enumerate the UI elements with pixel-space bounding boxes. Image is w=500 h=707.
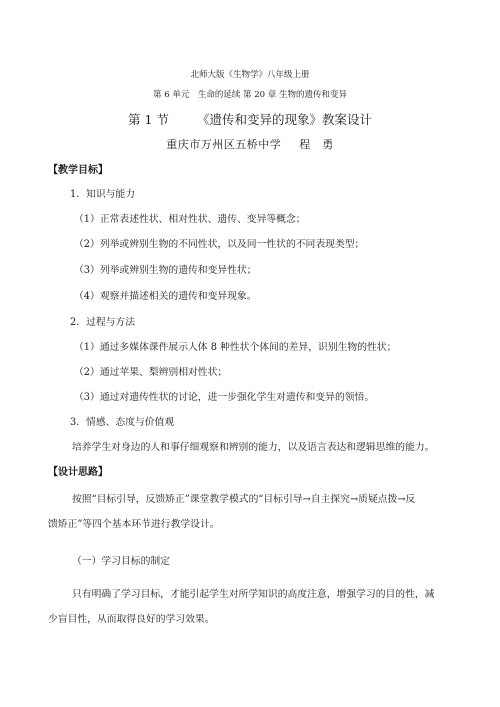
process-item: （2）通过苹果、梨辨别相对性状； — [74, 367, 228, 378]
page-title — [0, 114, 500, 127]
author-name: 程 勇 — [299, 138, 334, 151]
chapter-header: 第 6 单元 生命的延续 第 20 章 生物的遗传和变异 — [153, 90, 347, 100]
process-item: （3）通过对遗传性状的讨论，进一步强化学生对遗传和变异的领悟。 — [74, 392, 375, 403]
design-heading: 【设计思路】 — [48, 467, 108, 478]
subsection-heading: （一）学习目标的制定 — [72, 556, 170, 567]
attitude-text: 培养学生对身边的人和事仔细观察和辨别的能力，以及语言表达和逻辑思维的能力。 — [72, 442, 435, 453]
attitude-heading: 3．情感、态度与价值观 — [70, 417, 175, 428]
design-text-line: 馈矫正”等四个基本环节进行教学设计。 — [48, 519, 220, 530]
author-school: 重庆市万州区五桥中学 — [166, 138, 282, 151]
subsection-text-line: 只有明确了学习目标，才能引起学生对所学知识的高度注意，增强学习的目的性，减 — [72, 589, 435, 600]
title-section-number: 第 1 节 — [128, 112, 169, 127]
process-heading: 2．过程与方法 — [70, 317, 136, 328]
knowledge-heading: 1．知识与能力 — [70, 189, 136, 200]
goals-heading: 【教学目标】 — [48, 165, 108, 176]
knowledge-item: （1）正常表述性状、相对性状、遗传、变异等概念； — [74, 214, 306, 225]
author-line — [0, 139, 500, 150]
knowledge-item: （3）列举或辨别生物的遗传和变异性状； — [74, 265, 257, 276]
knowledge-item: （2）列举或辨别生物的不同性状，以及同一性状的不同表现类型； — [74, 239, 365, 250]
book-header: 北师大版《生物学》八年级上册 — [190, 70, 310, 80]
subsection-text-line: 少盲目性，从而取得良好的学习效果。 — [48, 614, 215, 625]
design-text-line: 按照“目标引导，反馈矫正”课堂教学模式的“目标引导→自主探究→质疑点拨→反 — [72, 494, 416, 505]
knowledge-item: （4）观察并描述相关的遗传和变异现象。 — [74, 291, 257, 302]
title-text: 《遗传和变异的现象》教案设计 — [196, 112, 372, 127]
process-item: （1）通过多媒体课件展示人体 8 种性状个体间的差异，识别生物的性状； — [74, 342, 397, 353]
